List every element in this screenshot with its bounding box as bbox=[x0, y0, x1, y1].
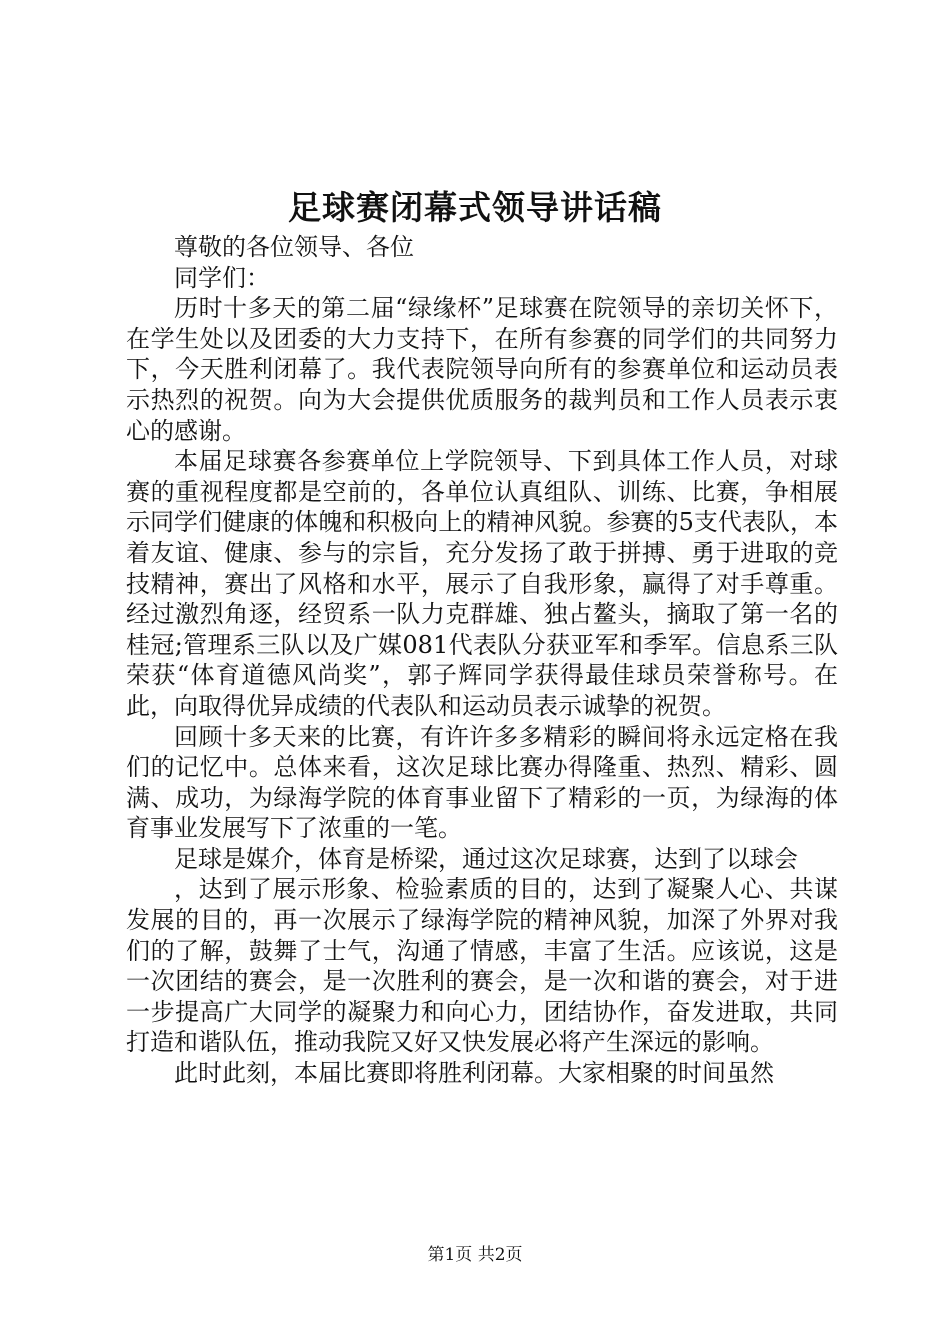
page-number-footer: 第1页 共2页 bbox=[427, 1245, 523, 1265]
document-body bbox=[126, 232, 838, 1089]
salutation-line-2: 同学们： bbox=[174, 263, 270, 292]
paragraph-review: 回顾十多天来的比赛，有许许多多精彩的瞬间将永远定格在我们的记忆中。总体来看，这次足球比赛办得隆重、热烈、精彩、圆满、成功，为绿海学院的体育事业留下了精彩的一页，为绿海的体育事业发展写下了浓重的一笔。 bbox=[126, 722, 838, 843]
document-title: 足球赛闭幕式领导讲话稿 bbox=[288, 188, 662, 227]
paragraph-closing: 此时此刻，本届比赛即将胜利闭幕。大家相聚的时间虽然 bbox=[174, 1059, 774, 1088]
paragraph-opening: 历时十多天的第二届“绿缘杯”足球赛在院领导的亲切关怀下，在学生处以及团委的大力支持下，在所有参赛的同学们的共同努力下，今天胜利闭幕了。我代表院领导向所有的参赛单位和运动员表示热烈的祝贺。向为大会提供优质服务的裁判员和工作人员表示衷心的感谢。 bbox=[126, 294, 838, 445]
salutation-line-1: 尊敬的各位领导、各位 bbox=[174, 233, 414, 261]
paragraph-significance: ，达到了展示形象、检验素质的目的，达到了凝聚人心、共谋发展的目的，再一次展示了绿海学院的精神风貌，加深了外界对我们的了解，鼓舞了士气，沟通了情感，丰富了生活。应该说，这是一次团结的赛会，是一次胜利的赛会，是一次和谐的赛会，对于进一步提高广大同学的凝聚力和向心力，团结协作，奋发进取，共同打造和谐队伍，推动我院又好又快发展必将产生深远的影响。 bbox=[126, 875, 838, 1057]
paragraph-bridge: 足球是媒介，体育是桥梁，通过这次足球赛，达到了以球会 bbox=[174, 844, 798, 873]
paragraph-results: 本届足球赛各参赛单位上学院领导、下到具体工作人员，对球赛的重视程度都是空前的，各单位认真组队、训练、比赛，争相展示同学们健康的体魄和积极向上的精神风貌。参赛的5支代表队，本着友谊、健康、参与的宗旨，充分发扬了敢于拼搏、勇于进取的竞技精神，赛出了风格和水平，展示了自我形象，赢得了对手尊重。经过激烈角逐，经贸系一队力克群雄、独占鳌头，摘取了第一名的桂冠;管理系三队以及广媒081代表队分获亚军和季军。信息系三队荣获“体育道德风尚奖”，郭子辉同学获得最佳球员荣誉称号。在此，向取得优异成绩的代表队和运动员表示诚挚的祝贺。 bbox=[126, 447, 838, 720]
